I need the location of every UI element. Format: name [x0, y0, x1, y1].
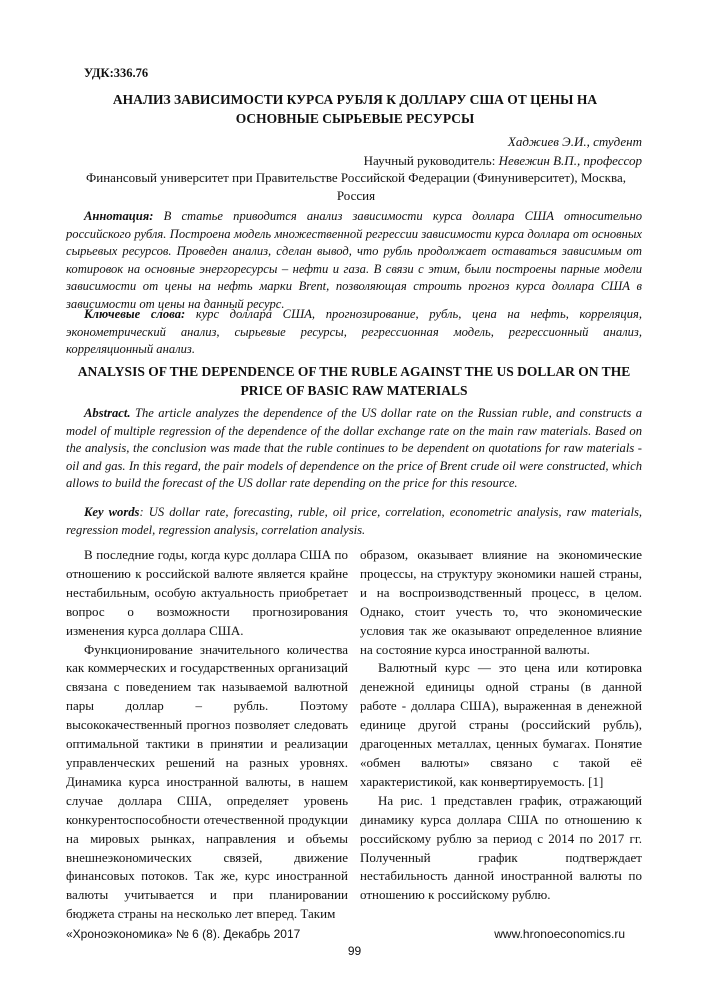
udk-code: УДК:336.76: [84, 66, 149, 80]
keywords-english: [66, 504, 642, 539]
abstract-ru-label: Аннотация:: [84, 209, 154, 223]
supervisor-name: Невежин В.П., профессор: [498, 153, 642, 168]
body-paragraph: На рис. 1 представлен график, отражающий динамику курса доллара США по отношению к российскому рублю за период с 2014 по 2017 гг. Полученный график подтверждает нестабильность данной иностранной валюты по отношению к российскому рублю.: [360, 792, 642, 903]
keywords-ru-text: курс доллара США, прогнозирование, рубль, цена на нефть, корреляция, эконометрический анализ, сырьевые ресурсы, регрессионная модель, регрессионный анализ, корреляционный анализ.: [66, 307, 642, 357]
footer-journal: «Хроноэкономика» № 6 (8). Декабрь 2017: [66, 927, 301, 941]
keywords-en-label: Key words: [84, 505, 140, 519]
author-name: Хаджиев Э.И., студент: [507, 134, 642, 149]
abstract-english: [66, 405, 642, 493]
body-paragraph: В последние годы, когда курс доллара США по отношению к российской валюте является крайне нестабильным, особую актуальность приобретает вопрос о возможности прогнозирования изменения курса доллара США.: [66, 547, 348, 638]
author-block: [70, 132, 642, 170]
title-russian: АНАЛИЗ ЗАВИСИМОСТИ КУРСА РУБЛЯ К ДОЛЛАРУ США ОТ ЦЕНЫ НА ОСНОВНЫЕ СЫРЬЕВЫЕ РЕСУРСЫ: [112, 92, 598, 126]
body-paragraph: Функционирование значительного количества как коммерческих и государственных организаций связана с поведением так называемой валютной пары доллар – рубль. Поэтому высококачественный прогноз позволяет следовать оптимальной тактики в принятии и реализации управленческих решений на разных уровнях. Динамика курса иностранной валюты, в нашем случае доллара США, определяет уровень конкурентоспособности отечественной продукции на мировых рынках, направления и объемы внешнеэкономических связей, движение финансовых потоков. Так же, курс иностранной валюты учитывается и при планировании бюджета страны на несколько лет вперед. Таким: [66, 641, 348, 922]
abstract-en-label: Abstract.: [84, 406, 131, 420]
abstract-russian: [66, 208, 642, 314]
affiliation: Финансовый университет при Правительстве Российской Федерации (Финуниверситет), Москва, Россия: [86, 170, 626, 203]
abstract-en-text: The article analyzes the dependence of the US dollar rate on the Russian ruble, and constructs a model of multiple regression of the dependence of the dollar exchange rate on the main raw materials. Based on the analysis, the conclusion was made that the ruble continues to be dependent on quotations for raw materials - oil and gas. In this regard, the pair models of dependence on the price of Brent crude oil were constructed, which allows to build the forecast of the US dollar rate depending on the price for this resource.: [66, 406, 642, 491]
supervisor-label: Научный руководитель:: [363, 153, 499, 168]
keywords-russian: [66, 306, 642, 359]
page-number: 99: [347, 944, 362, 958]
keywords-en-text: : US dollar rate, forecasting, ruble, oil price, correlation, econometric analysis, raw materials, regression model, regression analysis, correlation analysis.: [66, 505, 642, 537]
keywords-ru-label: Ключевые слова:: [84, 307, 186, 321]
body-paragraph: Валютный курс — это цена или котировка денежной единицы одной страны (в данной работе - доллара США), выраженная в денежной единице другой страны (российский рубль), драгоценных металлах, ценных бумагах. Понятие «обмен валюты» связано с такой её характеристикой, как конвертируемость. [1]: [360, 660, 642, 789]
footer-site-link[interactable]: www.hronoeconomics.ru: [494, 927, 625, 941]
body-column-right: [360, 546, 642, 905]
body-column-left: [66, 546, 348, 924]
body-paragraph: образом, оказывает влияние на экономические процессы, на структуру экономики нашей страны, и на воспроизводственный процесс, в целом. Однако, стоит учесть то, что экономические условия так же оказывают определенное влияние на состояние курса иностранной валюты.: [360, 547, 642, 657]
title-english: ANALYSIS OF THE DEPENDENCE OF THE RUBLE AGAINST THE US DOLLAR ON THE PRICE OF BASIC RAW MATERIALS: [77, 364, 631, 398]
abstract-ru-text: В статье приводится анализ зависимости курса доллара США относительно российского рубля. Построена модель множественной регрессии зависимости курса доллара от основных сырьевых ресурсов. Проведен анализ, сделан вывод, что рубль продолжает оставаться зависимым от котировок на основные энергоресурсы – нефти и газа. В связи с этим, были построены парные модели зависимости от цены на нефть марки Brent, позволяющая строить прогноз курса доллара США в зависимости от цены на данный ресурс.: [66, 209, 642, 311]
